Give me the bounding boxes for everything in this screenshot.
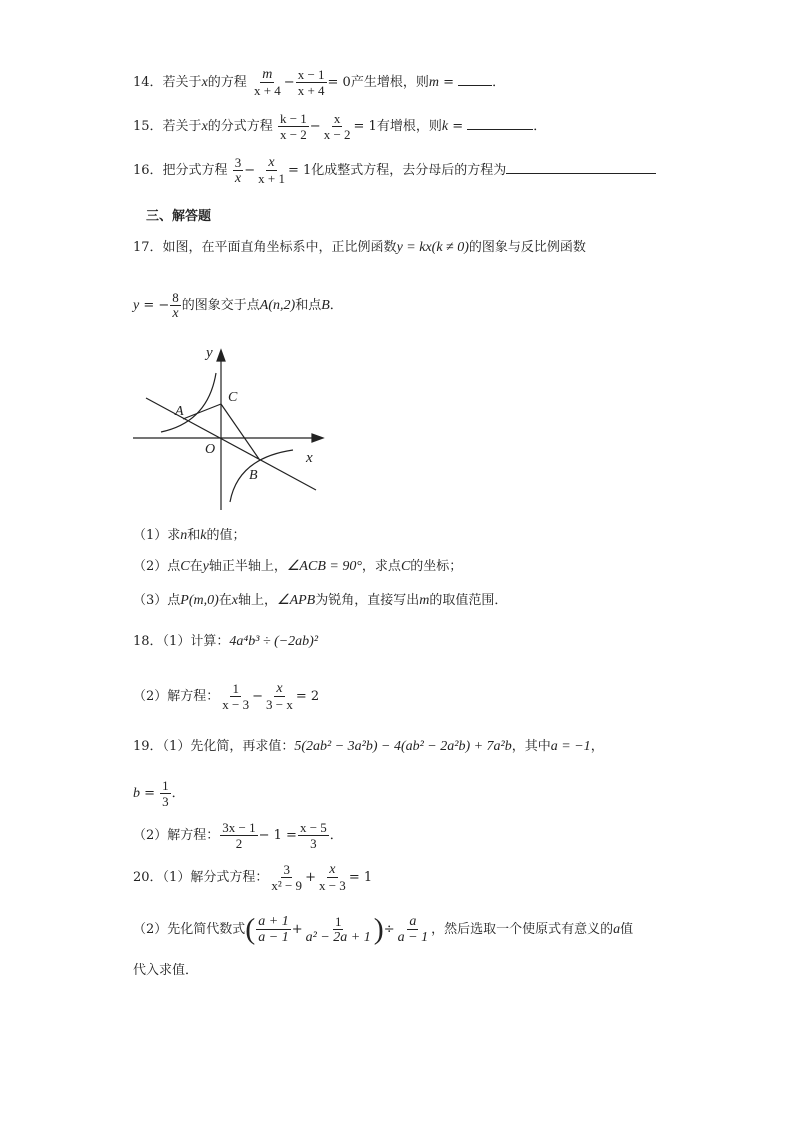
sub-text: 值 (620, 922, 634, 937)
q16-text: 化成整式方程，去分母后的方程为 (311, 163, 507, 178)
equals: = 1 (348, 870, 373, 885)
angle-acb: ∠ACB = 90° (286, 559, 362, 574)
equals: = (448, 119, 468, 134)
numerator: a + 1 (258, 914, 289, 929)
var-m: m (428, 75, 439, 90)
fraction (269, 862, 304, 893)
var-y: y (133, 298, 140, 313)
denominator: x + 1 (258, 171, 285, 186)
label-c: C (228, 390, 238, 405)
question-19-bvalue (133, 778, 185, 809)
left-paren: ( (245, 912, 256, 946)
numerator: 3 (283, 862, 290, 877)
expression: 4a⁴b³ ÷ (−2ab)² (229, 634, 319, 649)
minus-one-equals: − 1 = (258, 828, 297, 843)
numerator: x (276, 681, 283, 696)
var-x: x (201, 119, 208, 134)
q17-text: 的图象交于点 (181, 298, 260, 313)
denominator: a² − 2a + 1 (305, 930, 371, 945)
equals: = 2 (295, 689, 320, 704)
question-15 (133, 111, 546, 142)
fraction (304, 914, 373, 945)
fraction (170, 290, 181, 321)
question-20-part1 (133, 862, 372, 893)
period: ． (329, 828, 343, 843)
denominator: x + 4 (297, 83, 325, 98)
equals: = 0 (327, 75, 351, 90)
denominator: x − 2 (279, 127, 307, 142)
equals-negative: = − (139, 298, 170, 313)
q17-text: 如图，在平面直角坐标系中，正比例函数 (162, 240, 397, 255)
q17-text: 和点 (295, 298, 322, 313)
question-20-line2: 代入求值． (133, 963, 199, 978)
y-axis-arrow-icon (217, 350, 225, 361)
q16-number: 16． (133, 163, 163, 178)
q14-text: 的方程 (207, 75, 247, 90)
sub-text: （2）解方程： (133, 689, 220, 704)
fraction (220, 681, 251, 712)
var-c: C (180, 559, 190, 574)
numerator: 3 (234, 155, 242, 170)
point-a: A(n,2) (259, 298, 296, 313)
sub-text: （1）求 (133, 528, 181, 543)
coordinate-figure (128, 340, 328, 515)
denominator: x + 4 (253, 83, 281, 98)
denominator: 3 − x (266, 697, 293, 712)
x-axis-arrow-icon (312, 434, 323, 442)
period: ． (533, 119, 547, 134)
numerator: x − 5 (299, 820, 327, 835)
period: ． (492, 75, 506, 90)
sub-text: （2）解方程： (133, 828, 220, 843)
q17-sub3 (133, 592, 507, 610)
equals: = (140, 786, 160, 801)
denominator: x (234, 171, 242, 186)
var-a: a (613, 922, 621, 937)
segment-ac (183, 404, 221, 419)
question-18-part2 (133, 681, 319, 712)
q20-number: 20． (133, 870, 163, 885)
sub-text: 的值； (206, 528, 246, 543)
hyperbola-branch-lower (230, 450, 293, 502)
point-b: B (321, 298, 330, 313)
numerator: x (329, 862, 336, 877)
point-p: P(m,0) (180, 593, 219, 608)
q15-text: 若关于 (162, 119, 202, 134)
fraction (233, 155, 244, 186)
expression: 5(2ab² − 3a²b) − 4(ab² − 2a²b) + 7a²b (294, 739, 512, 754)
linear-function: y = kx(k ≠ 0) (396, 240, 469, 255)
q17-sub2 (133, 558, 462, 576)
fraction (322, 111, 353, 142)
question-16 (133, 155, 656, 186)
equals: = 1 (287, 163, 312, 178)
denominator: x − 2 (323, 127, 351, 142)
sub-text: 的取值范围． (429, 593, 508, 608)
denominator: a − 1 (397, 930, 429, 945)
sub-text: 在 (189, 559, 203, 574)
q15-number: 15． (133, 119, 163, 134)
equals: = (438, 75, 459, 90)
denominator: x (172, 306, 179, 321)
question-19-part2 (133, 820, 343, 851)
right-paren: ) (373, 912, 384, 946)
equals: = 1 (353, 119, 377, 134)
q17-text: 的图象与反比例函数 (468, 240, 586, 255)
var-m: m (419, 593, 430, 608)
question-17-line2 (133, 290, 343, 321)
denominator: 3 (310, 836, 317, 851)
comma: ， (590, 739, 604, 754)
hyperbola-branch-upper (161, 373, 216, 432)
label-y: y (206, 345, 213, 361)
sub-text: ，其中 (511, 739, 551, 754)
q15-text: 的分式方程 (207, 119, 273, 134)
fraction (264, 681, 295, 712)
label-a: A (175, 404, 184, 419)
question-14 (133, 67, 505, 98)
var-k: k (200, 528, 207, 543)
q14-text: 若关于 (162, 75, 202, 90)
sub-text: （2）点 (133, 559, 181, 574)
fraction (256, 155, 287, 186)
denominator: 2 (235, 836, 243, 851)
fraction (256, 914, 290, 945)
numerator: 1 (162, 778, 169, 793)
var-k: k (441, 119, 449, 134)
fraction (296, 67, 327, 98)
minus-sign: − (309, 119, 321, 134)
sub-text: （1）解分式方程： (162, 870, 269, 885)
answer-blank[interactable] (458, 73, 492, 86)
fraction (252, 67, 283, 98)
segment-cb (221, 404, 259, 459)
proportional-line (146, 398, 316, 490)
question-19-part1 (133, 738, 604, 756)
denominator: 3 (162, 794, 169, 809)
q18-number: 18． (133, 634, 163, 649)
sub-text: （2）先化简代数式 (133, 922, 246, 937)
label-o: O (205, 442, 216, 457)
question-20-part2 (133, 914, 633, 945)
var-n: n (180, 528, 188, 543)
sub-text: 为锐角，直接写出 (315, 593, 420, 608)
sub-text: ，然后选取一个使原式有意义的 (431, 922, 614, 937)
sub-text: ，求点 (361, 559, 401, 574)
fraction (317, 862, 348, 893)
numerator: k − 1 (279, 111, 307, 126)
answer-blank[interactable] (467, 117, 533, 130)
var-c: C (400, 559, 411, 574)
var-x: x (201, 75, 208, 90)
fraction (220, 820, 257, 851)
question-17-line1 (133, 239, 586, 257)
q14-number: 14． (133, 75, 163, 90)
question-18-part1 (133, 633, 318, 651)
minus-sign: − (283, 75, 295, 90)
fraction (396, 914, 430, 945)
denominator: x − 3 (222, 697, 250, 712)
numerator: a (409, 914, 417, 929)
denominator: a − 1 (258, 930, 289, 945)
q16-text: 把分式方程 (162, 163, 228, 178)
divide-sign: ÷ (383, 922, 395, 937)
numerator: 8 (172, 290, 179, 305)
plus-sign: + (291, 922, 303, 937)
sub-text: 和 (187, 528, 201, 543)
sub-text: 轴上， (238, 593, 278, 608)
denominator: x² − 9 (271, 878, 303, 893)
period: ． (329, 298, 343, 313)
denominator: x − 3 (318, 878, 346, 893)
numerator: x (333, 111, 341, 126)
sub-text: （3）点 (133, 593, 181, 608)
q15-text: 有增根，则 (376, 119, 442, 134)
sub-text: 的坐标； (410, 559, 463, 574)
plus-sign: + (305, 870, 316, 885)
var-x: x (231, 593, 239, 608)
var-y: y (202, 559, 209, 574)
answer-blank[interactable] (506, 161, 656, 174)
sub-text: 轴正半轴上， (208, 559, 287, 574)
label-x: x (306, 450, 313, 466)
fraction (298, 820, 329, 851)
label-b: B (249, 468, 258, 483)
numerator: x − 1 (297, 67, 325, 82)
numerator: 3x − 1 (222, 820, 256, 835)
numerator: x (268, 155, 275, 170)
var-b: b (133, 786, 140, 801)
minus-sign: − (244, 163, 256, 178)
sub-text: 在 (218, 593, 232, 608)
q14-text: 产生增根，则 (350, 75, 429, 90)
value-a: a = −1 (550, 739, 591, 754)
q17-number: 17． (133, 240, 163, 255)
numerator: m (262, 67, 273, 82)
section-heading: 三、解答题 (146, 209, 212, 224)
q19-number: 19． (133, 739, 163, 754)
q17-sub1 (133, 527, 246, 545)
fraction (160, 778, 171, 809)
numerator: 1 (334, 914, 342, 929)
sub-text: （1）计算： (162, 634, 230, 649)
fraction (278, 111, 309, 142)
minus-sign: − (252, 689, 264, 704)
period: ． (171, 786, 185, 801)
numerator: 1 (232, 681, 239, 696)
sub-text: （1）先化简，再求值： (162, 739, 295, 754)
angle-apb: ∠APB (277, 593, 316, 608)
